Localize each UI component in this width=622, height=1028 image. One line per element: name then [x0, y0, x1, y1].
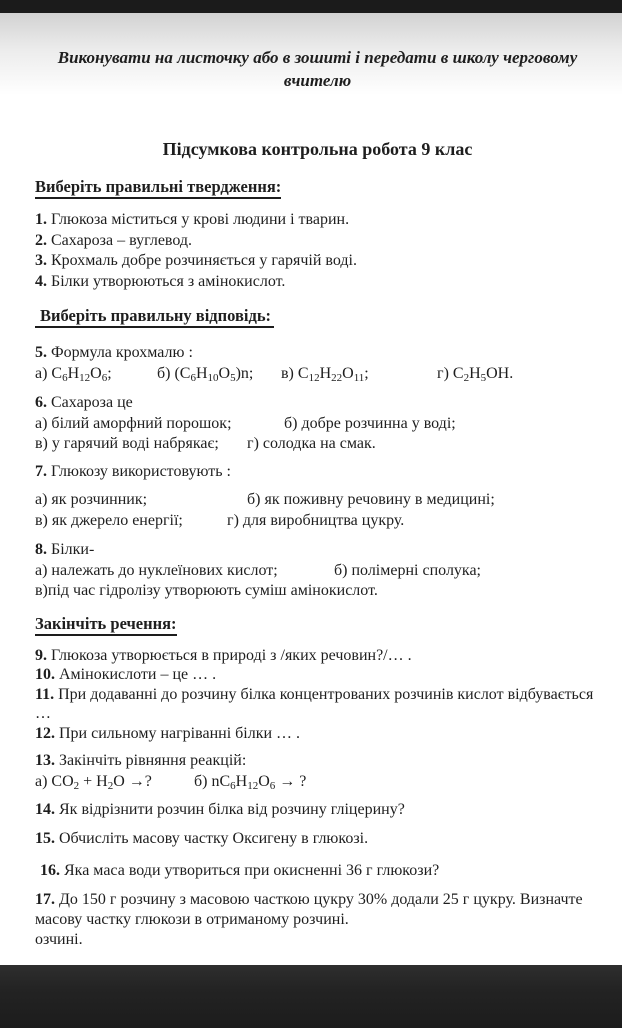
section-heading-finish-sentence: Закінчіть речення:: [35, 613, 177, 636]
statement-4: [35, 272, 600, 293]
question-7-option-a: а) як розчинник;: [35, 491, 148, 508]
question-9-number: 9.: [35, 646, 47, 664]
question-17-line2: масову частку глюкози в отриманому розчині.: [35, 910, 349, 928]
question-8-option-v: в)під час гідролізу утворюють суміш амінокислот.: [35, 582, 378, 599]
question-5-option-a: а) $C_6H_{12}O_6$;: [35, 364, 112, 384]
question-16-number: 16.: [40, 862, 60, 879]
question-5-number: 5.: [35, 344, 47, 361]
question-5-option-g: г) $C_2H_5OH$.: [437, 364, 514, 384]
question-8: [35, 540, 600, 602]
question-13-options: [35, 772, 600, 793]
question-17-line3: озчині.: [35, 930, 83, 948]
question-7-options-row2: [35, 511, 600, 532]
question-11-number: 11.: [35, 685, 55, 703]
question-13: [35, 751, 600, 792]
question-8-stem: [35, 540, 600, 561]
section-heading-statements: Виберіть правильні твердження:: [35, 176, 281, 199]
statement-1-number: 1.: [35, 211, 47, 228]
question-8-number: 8.: [35, 541, 47, 558]
section-1: [35, 176, 600, 199]
question-6-option-b: б) добре розчинна у воді;: [284, 414, 456, 432]
question-7-number: 7.: [35, 462, 47, 480]
question-9: [35, 646, 600, 666]
question-5-option-v: в) $C_{12}H_{22}O_{11}$;: [281, 364, 369, 384]
question-5-stem: [35, 343, 600, 364]
question-12: [35, 724, 600, 744]
statement-1-text: Глюкоза міститься у крові людини і тварин.: [51, 211, 350, 228]
question-6-options-row2: [35, 434, 600, 455]
question-7-stem: [35, 462, 600, 483]
document-content: [0, 13, 622, 950]
document-page: [0, 13, 622, 965]
question-5: [35, 343, 600, 384]
section-heading-choose-answer: Виберіть правильну відповідь:: [35, 305, 274, 328]
question-17-text-line1: До 150 г розчину з масовою часткою цукру 30% додали 25 г цукру. Визначте: [59, 890, 583, 908]
question-15: [35, 829, 600, 850]
question-8-option-a: а) належать до нуклеїнових кислот;: [35, 561, 278, 579]
statement-2-number: 2.: [35, 231, 47, 249]
viewer-top-bar: [0, 0, 622, 13]
question-13-option-b: б) $nC_6H_{12}O_6$ → ?: [194, 772, 307, 792]
question-14-number: 14.: [35, 801, 55, 818]
question-16-text: Яка маса води утвориться при окисненні 36 г глюкози?: [64, 862, 440, 879]
statement-4-text: Білки утворюються з амінокислот.: [51, 272, 286, 290]
question-6-stem: [35, 393, 600, 414]
question-7-options: [35, 490, 600, 531]
viewer-bottom-bar: [0, 965, 622, 1028]
statement-3-text: Крохмаль добре розчиняється у гарячій воді.: [51, 252, 357, 269]
question-7-option-b: б) як поживну речовину в медицині;: [247, 491, 495, 508]
question-8-option-b: б) полімерні сполука;: [334, 561, 481, 579]
question-6-option-v: в) у гарячий воді набрякає;: [35, 435, 219, 452]
question-11: [35, 685, 600, 724]
question-7-option-v: в) як джерело енергії;: [35, 511, 183, 529]
question-8-options-row1: [35, 561, 600, 582]
instruction-note: Виконувати на листочку або в зошиті і передати в школу черговому вчителю: [57, 48, 578, 90]
question-14: [35, 800, 600, 821]
question-6-option-g: г) солодка на смак.: [247, 435, 376, 452]
question-13-stem: [35, 751, 600, 772]
statement-3-number: 3.: [35, 252, 47, 269]
fill-in-list: [35, 646, 600, 744]
question-5-options: [35, 364, 600, 385]
question-6-number: 6.: [35, 394, 47, 411]
question-15-number: 15.: [35, 829, 55, 847]
statement-2-text: Сахароза – вуглевод.: [51, 231, 193, 249]
question-11-text: При додаванні до розчину білка концентрованих розчинів кислот відбувається …: [35, 685, 594, 722]
question-5-text: Формула крохмалю :: [51, 344, 193, 361]
question-6-text: Сахароза це: [51, 394, 133, 411]
question-17: [35, 890, 600, 950]
question-6: [35, 393, 600, 455]
statement-3: [35, 251, 600, 272]
question-7-text: Глюкозу використовують :: [51, 462, 231, 480]
statement-2: [35, 231, 600, 252]
question-9-text: Глюкоза утворюється в природі з /яких речовин?/… .: [51, 646, 412, 664]
statements-list: [35, 210, 600, 292]
question-17-line1: [35, 890, 600, 910]
question-8-text: Білки-: [51, 541, 95, 558]
question-10-number: 10.: [35, 666, 55, 683]
question-13-option-a: а) $CO_2 + H_2O$ →?: [35, 772, 152, 792]
section-3: [35, 613, 600, 636]
statement-1: [35, 210, 600, 231]
question-13-number: 13.: [35, 752, 55, 769]
question-10: [35, 665, 600, 685]
question-13-text: Закінчіть рівняння реакцій:: [59, 752, 247, 769]
page-title: Підсумкова контрольна робота 9 клас: [162, 139, 473, 159]
question-7-options-row1: [35, 490, 600, 511]
statement-4-number: 4.: [35, 272, 47, 290]
question-12-text: При сильному нагріванні білки … .: [59, 724, 301, 742]
question-17-number: 17.: [35, 890, 55, 908]
question-6-option-a: а) білий аморфний порошок;: [35, 414, 232, 432]
question-16: [35, 861, 600, 882]
section-2: [35, 305, 600, 328]
question-15-text: Обчисліть масову частку Оксигену в глюкозі.: [59, 829, 369, 847]
question-10-text: Амінокислоти – це … .: [59, 666, 217, 683]
question-5-option-b: б) $(C_6H_{10}O_5)n$;: [157, 364, 254, 384]
question-7: [35, 462, 600, 532]
question-7-option-g: г) для виробництва цукру.: [227, 511, 405, 529]
question-12-number: 12.: [35, 724, 55, 742]
question-14-text: Як відрізнити розчин білка від розчину гліцерину?: [59, 801, 405, 818]
question-6-options-row1: [35, 414, 600, 435]
